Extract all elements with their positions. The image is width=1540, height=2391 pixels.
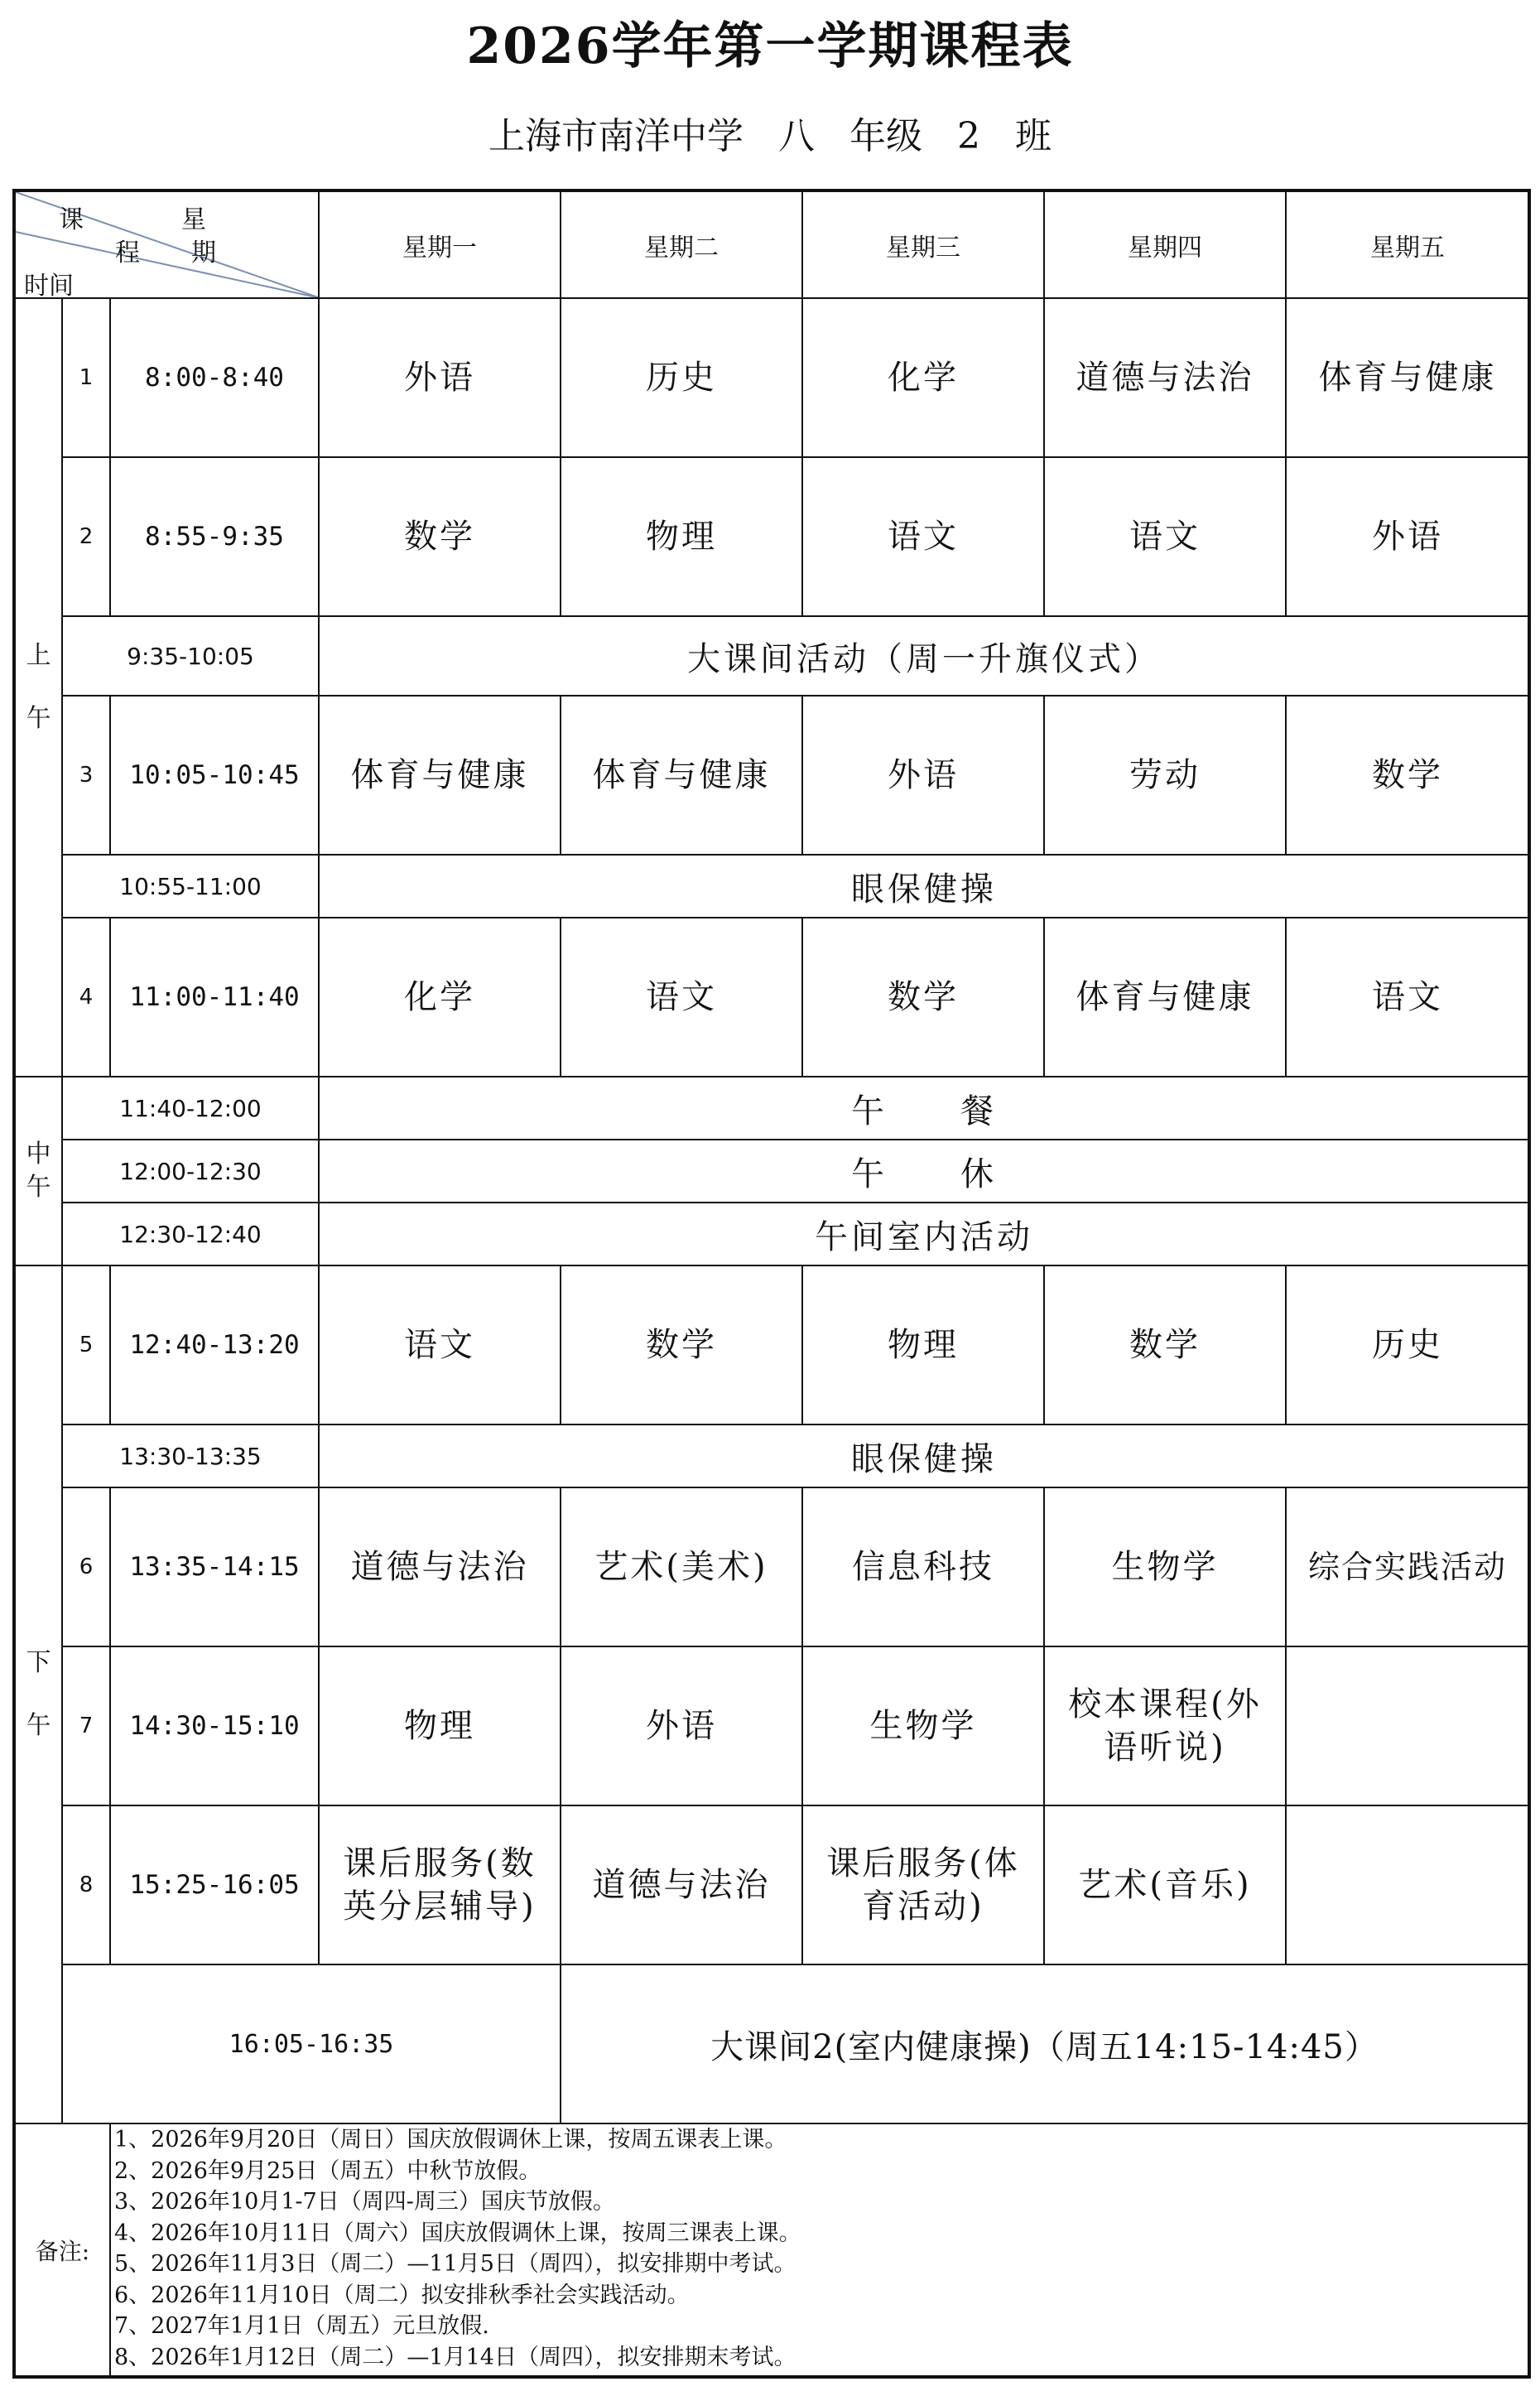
- corner-label-cheng: 程: [115, 239, 140, 268]
- period-number: 1: [62, 298, 110, 457]
- section-morning: [14, 298, 62, 1077]
- subject-cell-empty: [1286, 1646, 1529, 1805]
- section-noon: [14, 1077, 62, 1265]
- eye-exercise-activity: 眼保健操: [319, 1424, 1529, 1487]
- subject-cell: 化学: [319, 918, 561, 1077]
- subject-cell: 物理: [561, 457, 802, 616]
- grade-label: 年级: [849, 115, 922, 157]
- corner-label-ke: 课: [59, 205, 84, 234]
- subject-cell: 外语: [319, 298, 561, 457]
- grade-number: 八: [778, 115, 815, 157]
- section-afternoon-char-2: 午: [26, 1711, 51, 1740]
- subject-cell: 生物学: [1044, 1487, 1286, 1646]
- subject-cell: 信息科技: [802, 1487, 1044, 1646]
- lunch-activity: 午 餐: [319, 1077, 1529, 1140]
- subject-cell: 语文: [802, 457, 1044, 616]
- period-number: 7: [62, 1646, 110, 1805]
- noon-activity: 午间室内活动: [319, 1203, 1529, 1265]
- subject-cell: 外语: [561, 1646, 802, 1805]
- subject-cell: 语文: [1286, 918, 1529, 1077]
- subject-cell: 语文: [319, 1265, 561, 1424]
- header-day-4: 星期四: [1044, 190, 1286, 298]
- subject-cell: 语文: [1044, 457, 1286, 616]
- subject-cell: 课后服务(数英分层辅导): [319, 1805, 561, 1964]
- subject-cell: 体育与健康: [1286, 298, 1529, 457]
- corner-label-xing: 星: [181, 205, 206, 234]
- subject-cell: 道德与法治: [561, 1805, 802, 1964]
- subject-cell: 数学: [802, 918, 1044, 1077]
- period-time: 8:55-9:35: [110, 457, 319, 616]
- period-time: 12:40-13:20: [110, 1265, 319, 1424]
- subject-cell: 数学: [561, 1265, 802, 1424]
- period-number: 2: [62, 457, 110, 616]
- section-noon-char-2: 午: [26, 1173, 51, 1202]
- class-label: 班: [1015, 115, 1052, 157]
- subject-cell: 道德与法治: [319, 1487, 561, 1646]
- header-day-5: 星期五: [1286, 190, 1529, 298]
- period-number: 3: [62, 696, 110, 855]
- section-morning-char-2: 午: [26, 704, 51, 733]
- subject-cell: 劳动: [1044, 696, 1286, 855]
- notes-list: [110, 2123, 1529, 2377]
- subject-cell: 数学: [1286, 696, 1529, 855]
- subject-cell: 体育与健康: [561, 696, 802, 855]
- period-time: 11:00-11:40: [110, 918, 319, 1077]
- subject-cell: 体育与健康: [319, 696, 561, 855]
- subject-cell: 历史: [561, 298, 802, 457]
- eye-exercise-time: 13:30-13:35: [62, 1424, 319, 1487]
- subject-cell: 数学: [319, 457, 561, 616]
- class-subtitle: [0, 106, 1540, 159]
- subject-cell: 物理: [802, 1265, 1044, 1424]
- note-item: 5、2026年11月3日（周二）—11月5日（周四），拟安排期中考试。: [114, 2251, 796, 2277]
- subject-cell: 校本课程(外语听说): [1044, 1646, 1286, 1805]
- note-item: 6、2026年11月10日（周二）拟安排秋季社会实践活动。: [114, 2282, 690, 2308]
- header-day-3: 星期三: [802, 190, 1044, 298]
- lunch-time: 11:40-12:00: [62, 1077, 319, 1140]
- subject-cell: 历史: [1286, 1265, 1529, 1424]
- subject-cell: 艺术(美术): [561, 1487, 802, 1646]
- nap-activity: 午 休: [319, 1140, 1529, 1203]
- period-time: 10:05-10:45: [110, 696, 319, 855]
- subject-cell: 外语: [802, 696, 1044, 855]
- subject-cell: 艺术(音乐): [1044, 1805, 1286, 1964]
- header-corner-cell: [14, 190, 319, 298]
- period-time: 13:35-14:15: [110, 1487, 319, 1646]
- note-item: 3、2026年10月1-7日（周四-周三）国庆节放假。: [114, 2189, 615, 2215]
- note-item: 2、2026年9月25日（周五）中秋节放假。: [114, 2157, 541, 2184]
- subject-cell: 化学: [802, 298, 1044, 457]
- period-number: 6: [62, 1487, 110, 1646]
- school-name: 上海市南洋中学: [488, 115, 744, 157]
- subject-cell: 数学: [1044, 1265, 1286, 1424]
- subject-cell: 体育与健康: [1044, 918, 1286, 1077]
- subject-cell: 外语: [1286, 457, 1529, 616]
- eye-exercise-time: 10:55-11:00: [62, 855, 319, 918]
- break2-activity: 大课间2(室内健康操)（周五14:15-14:45）: [561, 1964, 1529, 2123]
- corner-label-time: 时间: [24, 272, 74, 298]
- notes-label: 备注:: [14, 2123, 110, 2377]
- break-activity: 大课间活动（周一升旗仪式）: [319, 616, 1529, 696]
- noon-activity-time: 12:30-12:40: [62, 1203, 319, 1265]
- page-title: 2026学年第一学期课程表: [466, 17, 1074, 75]
- subject-cell-empty: [1286, 1805, 1529, 1964]
- section-afternoon: [14, 1265, 62, 2123]
- subject-cell: 生物学: [802, 1646, 1044, 1805]
- period-number: 5: [62, 1265, 110, 1424]
- period-number: 4: [62, 918, 110, 1077]
- section-noon-char-1: 中: [26, 1140, 51, 1169]
- section-afternoon-char-1: 下: [26, 1648, 51, 1677]
- corner-label-qi: 期: [191, 239, 216, 268]
- period-number: 8: [62, 1805, 110, 1964]
- subject-cell: 道德与法治: [1044, 298, 1286, 457]
- subject-cell: 语文: [561, 918, 802, 1077]
- timetable: [12, 189, 1531, 2379]
- section-morning-char-1: 上: [26, 641, 51, 670]
- break2-time: 16:05-16:35: [62, 1964, 561, 2123]
- header-day-2: 星期二: [561, 190, 802, 298]
- subject-cell: 课后服务(体育活动): [802, 1805, 1044, 1964]
- subject-cell: 物理: [319, 1646, 561, 1805]
- period-time: 15:25-16:05: [110, 1805, 319, 1964]
- note-item: 4、2026年10月11日（周六）国庆放假调休上课，按周三课表上课。: [114, 2220, 801, 2246]
- break-time: 9:35-10:05: [62, 616, 319, 696]
- subject-cell: 综合实践活动: [1286, 1487, 1529, 1646]
- header-day-1: 星期一: [319, 190, 561, 298]
- note-item: 8、2026年1月12日（周二）—1月14日（周四），拟安排期末考试。: [114, 2344, 796, 2370]
- nap-time: 12:00-12:30: [62, 1140, 319, 1203]
- note-item: 1、2026年9月20日（周日）国庆放假调休上课，按周五课表上课。: [114, 2127, 787, 2152]
- note-item: 7、2027年1月1日（周五）元旦放假.: [114, 2313, 489, 2339]
- period-time: 14:30-15:10: [110, 1646, 319, 1805]
- eye-exercise-activity: 眼保健操: [319, 855, 1529, 918]
- period-time: 8:00-8:40: [110, 298, 319, 457]
- class-number: 2: [957, 115, 980, 157]
